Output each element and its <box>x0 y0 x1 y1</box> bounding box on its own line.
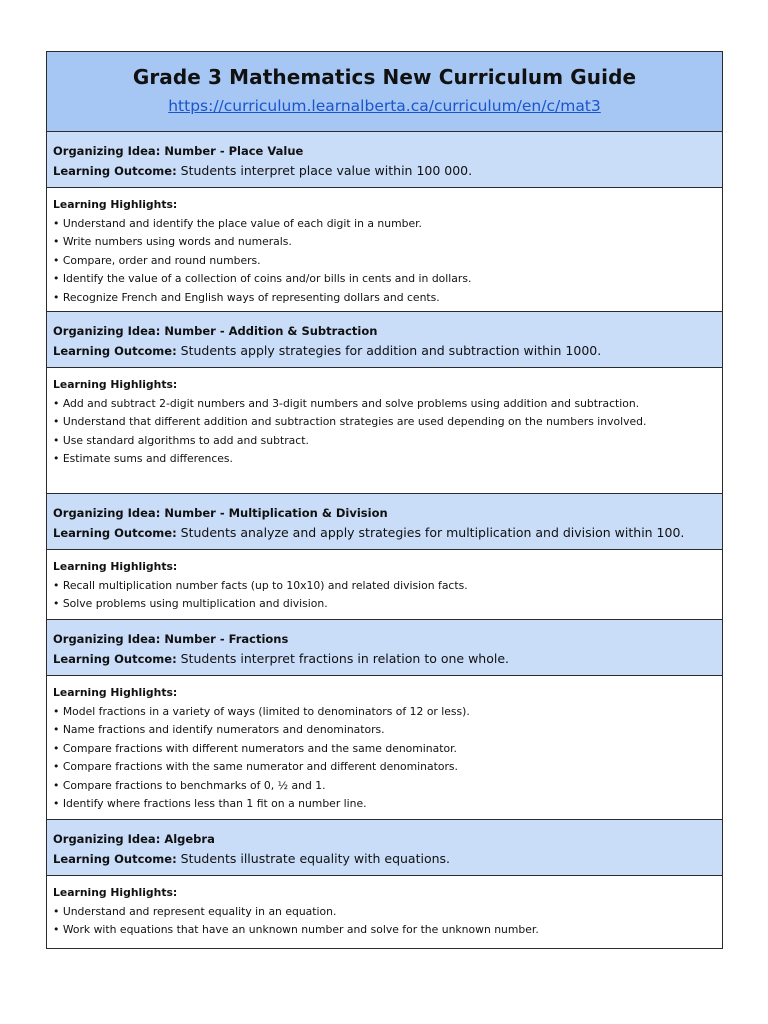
sections-container <box>47 132 722 948</box>
organizing-idea <box>53 629 716 649</box>
highlights-list <box>53 577 716 614</box>
organizing-idea <box>53 141 716 161</box>
learning-highlights-row <box>47 550 722 620</box>
learning-highlights-row <box>47 876 722 948</box>
learning-outcome <box>53 523 716 543</box>
page-title: Grade 3 Mathematics New Curriculum Guide <box>132 65 637 89</box>
organizing-idea-row <box>47 312 722 368</box>
learning-outcome <box>53 341 716 361</box>
organizing-idea-label: Organizing Idea: <box>53 324 161 338</box>
learning-outcome-label: Learning Outcome: <box>53 852 177 866</box>
highlight-item: • Name fractions and identify numerators and denominators. <box>53 721 716 740</box>
learning-outcome-value: Students analyze and apply strategies for multiplication and division within 100. <box>180 525 685 540</box>
title-block <box>47 52 722 132</box>
organizing-idea-row <box>47 494 722 550</box>
highlight-item: • Compare fractions with different numerators and the same denominator. <box>53 740 716 759</box>
highlight-item: • Use standard algorithms to add and subtract. <box>53 432 716 451</box>
organizing-idea <box>53 503 716 523</box>
highlight-item: • Understand and identify the place value of each digit in a number. <box>53 215 716 234</box>
highlight-item: • Compare fractions to benchmarks of 0, ½ and 1. <box>53 777 716 796</box>
highlights-list <box>53 703 716 814</box>
organizing-idea-value: Number - Fractions <box>164 632 289 646</box>
highlight-item: • Write numbers using words and numerals. <box>53 233 716 252</box>
organizing-idea-label: Organizing Idea: <box>53 832 161 846</box>
highlights-list <box>53 215 716 308</box>
learning-outcome-label: Learning Outcome: <box>53 526 177 540</box>
organizing-idea-label: Organizing Idea: <box>53 632 161 646</box>
learning-outcome-value: Students illustrate equality with equations. <box>180 851 451 866</box>
learning-outcome-label: Learning Outcome: <box>53 652 177 666</box>
organizing-idea-row <box>47 620 722 676</box>
learning-outcome <box>53 649 716 669</box>
highlight-item: • Identify where fractions less than 1 fit on a number line. <box>53 795 716 814</box>
organizing-idea-value: Number - Place Value <box>164 144 304 158</box>
organizing-idea-value: Number - Addition & Subtraction <box>164 324 378 338</box>
organizing-idea-label: Organizing Idea: <box>53 144 161 158</box>
highlights-list <box>53 395 716 469</box>
highlight-item: • Understand that different addition and subtraction strategies are used depending on the numbers involved. <box>53 413 716 432</box>
learning-outcome <box>53 849 716 869</box>
organizing-idea-value: Algebra <box>164 832 215 846</box>
learning-outcome-label: Learning Outcome: <box>53 344 177 358</box>
organizing-idea <box>53 829 716 849</box>
learning-highlights-heading: Learning Highlights: <box>53 378 178 391</box>
organizing-idea-value: Number - Multiplication & Division <box>164 506 388 520</box>
highlight-item: • Estimate sums and differences. <box>53 450 716 469</box>
highlight-item: • Work with equations that have an unknown number and solve for the unknown number. <box>53 921 716 940</box>
highlight-item: • Model fractions in a variety of ways (limited to denominators of 12 or less). <box>53 703 716 722</box>
curriculum-link[interactable]: https://curriculum.learnalberta.ca/curriculum/en/c/mat3 <box>168 97 601 115</box>
highlight-item: • Recall multiplication number facts (up to 10x10) and related division facts. <box>53 577 716 596</box>
learning-highlights-row <box>47 188 722 312</box>
highlight-item: • Understand and represent equality in an equation. <box>53 903 716 922</box>
organizing-idea-label: Organizing Idea: <box>53 506 161 520</box>
highlight-item: • Recognize French and English ways of representing dollars and cents. <box>53 289 716 308</box>
curriculum-guide-table <box>46 51 723 949</box>
learning-outcome-value: Students apply strategies for addition and subtraction within 1000. <box>180 343 602 358</box>
learning-highlights-heading: Learning Highlights: <box>53 560 178 573</box>
learning-outcome-value: Students interpret place value within 100 000. <box>180 163 473 178</box>
learning-outcome-label: Learning Outcome: <box>53 164 177 178</box>
organizing-idea-row <box>47 820 722 876</box>
highlight-item: • Add and subtract 2-digit numbers and 3-digit numbers and solve problems using addition and subtraction. <box>53 395 716 414</box>
learning-highlights-row <box>47 676 722 820</box>
organizing-idea <box>53 321 716 341</box>
highlight-item: • Compare fractions with the same numerator and different denominators. <box>53 758 716 777</box>
learning-highlights-heading: Learning Highlights: <box>53 686 178 699</box>
highlights-list <box>53 903 716 940</box>
highlight-item: • Solve problems using multiplication and division. <box>53 595 716 614</box>
organizing-idea-row <box>47 132 722 188</box>
highlight-item: • Identify the value of a collection of coins and/or bills in cents and in dollars. <box>53 270 716 289</box>
learning-outcome-value: Students interpret fractions in relation to one whole. <box>180 651 510 666</box>
learning-highlights-row <box>47 368 722 494</box>
learning-highlights-heading: Learning Highlights: <box>53 198 178 211</box>
highlight-item: • Compare, order and round numbers. <box>53 252 716 271</box>
learning-highlights-heading: Learning Highlights: <box>53 886 178 899</box>
learning-outcome <box>53 161 716 181</box>
